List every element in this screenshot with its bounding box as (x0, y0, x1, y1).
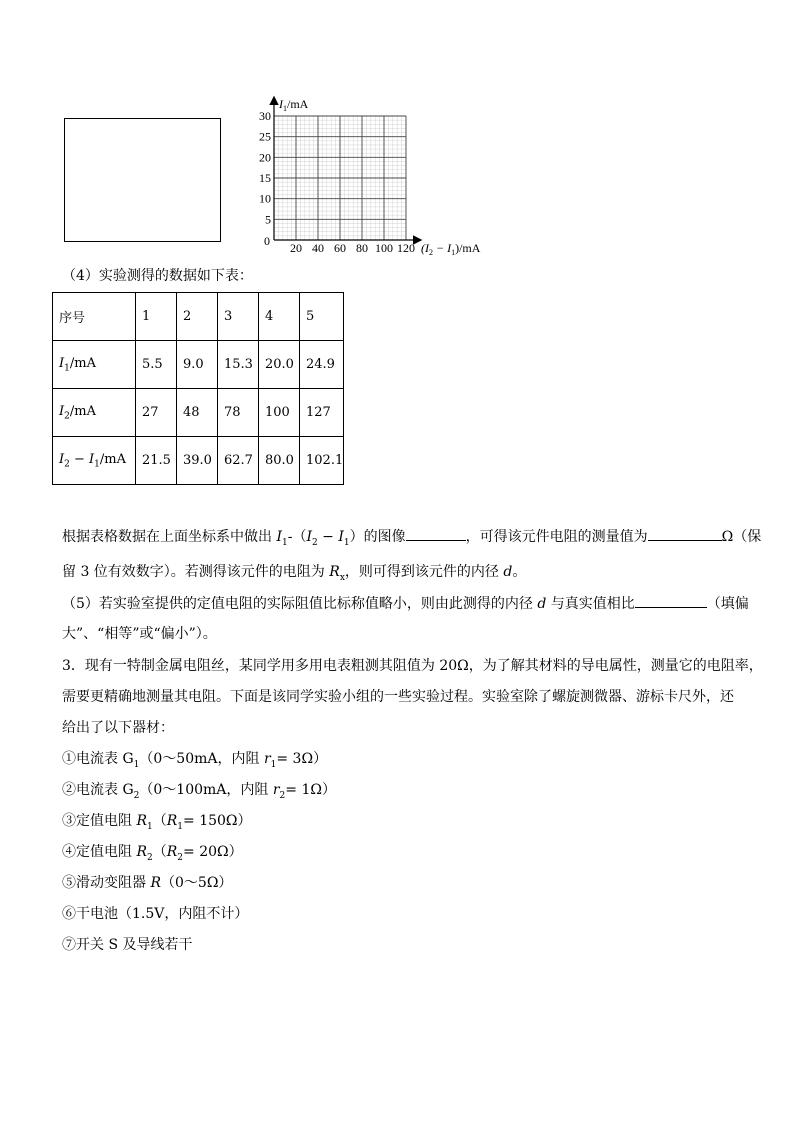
table-cell: 5 (300, 293, 344, 341)
answer-blank[interactable] (406, 526, 466, 541)
question-3-line: 需要更精确地测量其电阻。下面是该同学实验小组的一些实验过程。实验室除了螺旋测微器、游标卡尺外，还 (62, 689, 734, 705)
x-tick-label: 20 (290, 241, 302, 255)
x-tick-label: 120 (397, 241, 415, 255)
x-tick-label: 80 (356, 241, 368, 255)
table-row (53, 389, 344, 437)
equipment-item: ⑦开关 S 及导线若干 (62, 937, 193, 953)
y-tick-label: 25 (259, 129, 271, 144)
paragraph-graph-instruction-line2: 留 3 位有效数字）。若测得该元件的电阻为 $R_x$，则可得到该元件的内径 d。 (62, 564, 527, 583)
equipment-item: ⑥干电池（1.5V，内阻不计） (62, 906, 249, 922)
section-4-heading: （4）实验测得的数据如下表： (62, 268, 253, 284)
answer-blank[interactable] (635, 593, 707, 608)
question-3-line: 3．现有一特制金属电阻丝，某同学用多用电表粗测其阻值为 20Ω，为了解其材料的导电属性，测量它的电阻率， (62, 658, 763, 674)
coordinate-grid (250, 90, 500, 260)
table-cell: 3 (218, 293, 259, 341)
x-tick-label: 60 (334, 241, 346, 255)
table-cell: 1 (136, 293, 177, 341)
circuit-diagram-box (64, 118, 221, 242)
table-cell: 5.5 (136, 341, 177, 389)
table-cell: 序号 (53, 293, 136, 341)
y-tick-label: 20 (259, 150, 271, 165)
question-3-line: 给出了以下器材： (62, 720, 174, 736)
table-cell: 20.0 (259, 341, 300, 389)
table-cell: 9.0 (177, 341, 218, 389)
section-5-question-line2: 大”、“相等”或“偏小”）。 (62, 626, 217, 642)
row-label-i1: $I_1/mA$ (53, 341, 136, 389)
equipment-item: ③定值电阻 $R_1(R_1= 150\Omega)$ (62, 813, 252, 832)
table-cell: 78 (218, 389, 259, 437)
x-tick-label: 100 (375, 241, 393, 255)
table-cell: 4 (259, 293, 300, 341)
table-cell: 2 (177, 293, 218, 341)
origin-label: 0 (264, 234, 270, 248)
table-cell: 15.3 (218, 341, 259, 389)
table-cell: 24.9 (300, 341, 344, 389)
table-cell: 27 (136, 389, 177, 437)
section-5-question: （5）若实验室提供的定值电阻的实际阻值比标称值略小，则由此测得的内径 d 与真实值相比 （填偏 (62, 593, 749, 614)
table-cell: 100 (259, 389, 300, 437)
y-tick-label: 15 (259, 171, 271, 185)
row-label-i2: $I_2/mA$ (53, 389, 136, 437)
x-axis-label: $(I_2 - I_1)/mA$ (421, 241, 481, 257)
table-cell: 39.0 (177, 437, 218, 485)
table-header-row (53, 293, 344, 341)
table-row (53, 437, 344, 485)
table-cell: 21.5 (136, 437, 177, 485)
row-label-i2-minus-i1: $I_2 - I_1/mA$ (53, 437, 136, 485)
equipment-item: ⑤滑动变阻器 R（0～5Ω） (62, 875, 233, 891)
data-table (52, 292, 344, 485)
equipment-item: ②电流表 $G_2(0\sim 100mA$，内阻 $r_2= 1\Omega$） (62, 782, 336, 801)
table-cell: 62.7 (218, 437, 259, 485)
table-row (53, 341, 344, 389)
table-cell: 102.1 (300, 437, 344, 485)
table-cell: 80.0 (259, 437, 300, 485)
equipment-item: ④定值电阻 $R_2(R_2= 20\Omega)$ (62, 844, 243, 863)
y-axis-label: $I_1/mA$ (279, 97, 309, 113)
y-tick-label: 30 (259, 109, 271, 123)
paragraph-graph-instruction: 根据表格数据在上面坐标系中做出 $I_1-(I_2 - I_1)$的图像 ，可得该元件电阻的测量值为 Ω（保 (62, 526, 761, 553)
answer-blank[interactable] (648, 526, 722, 541)
y-tick-label: 5 (265, 212, 271, 227)
x-tick-label: 40 (312, 241, 324, 255)
table-cell: 127 (300, 389, 344, 437)
table-cell: 48 (177, 389, 218, 437)
y-tick-label: 10 (259, 191, 271, 206)
equipment-item: ①电流表 $G_1(0\sim 50mA$，内阻 $r_1= 3\Omega$） (62, 751, 328, 770)
